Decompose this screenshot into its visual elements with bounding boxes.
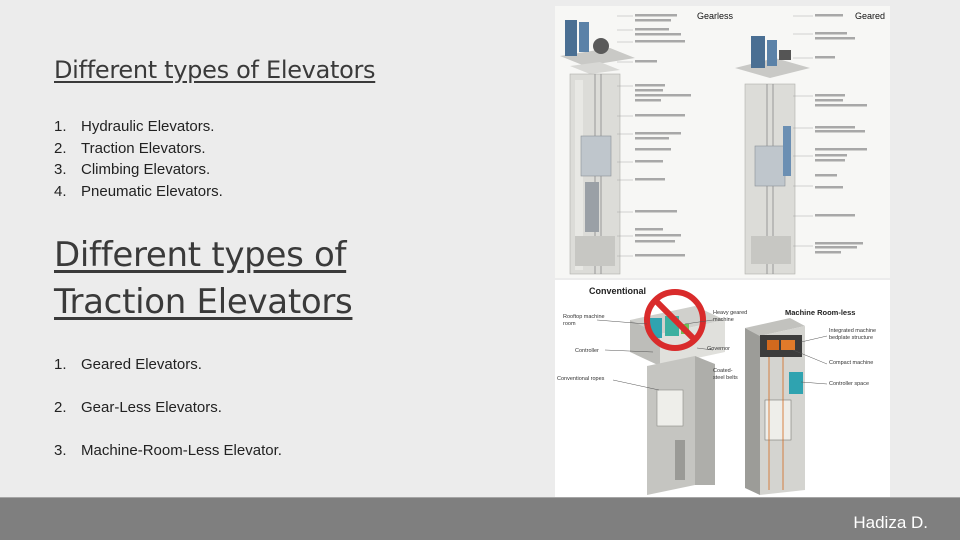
governor-label: Governor xyxy=(707,346,730,352)
list-number: 1. xyxy=(54,118,67,135)
list-item xyxy=(54,399,282,421)
mrl-label: Machine Room-less xyxy=(785,308,856,317)
conventional-vs-mrl-diagram xyxy=(555,280,890,498)
list-number: 3. xyxy=(54,442,67,459)
list-text: Traction Elevators. xyxy=(81,139,206,157)
list-text: Gear-Less Elevators. xyxy=(81,399,222,416)
conventional-ropes-label: Conventional ropes xyxy=(557,376,605,382)
list-text: Machine-Room-Less Elevator. xyxy=(81,442,282,459)
section2-title xyxy=(54,232,352,326)
list-item xyxy=(54,356,282,378)
list-text: Geared Elevators. xyxy=(81,356,202,373)
list-number: 2. xyxy=(54,139,67,157)
section2-title-line2: Traction Elevators xyxy=(54,282,353,322)
list-item xyxy=(54,181,223,203)
list-number: 2. xyxy=(54,399,67,416)
list-item xyxy=(54,159,223,181)
geared-caption: Geared xyxy=(855,11,886,21)
bedplate-label: Integrated machine bedplate structure xyxy=(829,328,877,341)
elevator-shaft-illustration xyxy=(555,6,890,278)
controller-label: Controller xyxy=(575,348,599,354)
coated-belts-label: Coated-steel belts xyxy=(713,368,738,381)
gearless-geared-diagram xyxy=(555,6,890,278)
list-number: 3. xyxy=(54,161,67,178)
traction-types-list xyxy=(54,356,282,485)
gearless-caption: Gearless xyxy=(697,11,734,21)
compact-machine-label: Compact machine xyxy=(829,360,874,366)
list-item xyxy=(54,138,223,160)
list-number: 4. xyxy=(54,182,67,200)
section2-title-line1: Different types of xyxy=(54,235,347,275)
heavy-geared-label: Heavy geared machine xyxy=(713,310,748,323)
section1-title: Different types of Elevators xyxy=(54,56,376,84)
rooftop-label: Rooftop machine room xyxy=(563,314,605,327)
conventional-label: Conventional xyxy=(589,286,647,296)
elevator-types-list xyxy=(54,116,223,202)
list-number: 1. xyxy=(54,356,67,373)
list-text: Climbing Elevators. xyxy=(81,161,211,178)
list-item xyxy=(54,116,223,138)
author-name: Hadiza D. xyxy=(853,513,928,532)
list-text: Hydraulic Elevators. xyxy=(81,118,215,135)
list-text: Pneumatic Elevators. xyxy=(81,182,223,200)
list-item xyxy=(54,442,282,464)
controller-space-label: Controller space xyxy=(829,381,870,387)
footer-bar xyxy=(0,498,960,540)
